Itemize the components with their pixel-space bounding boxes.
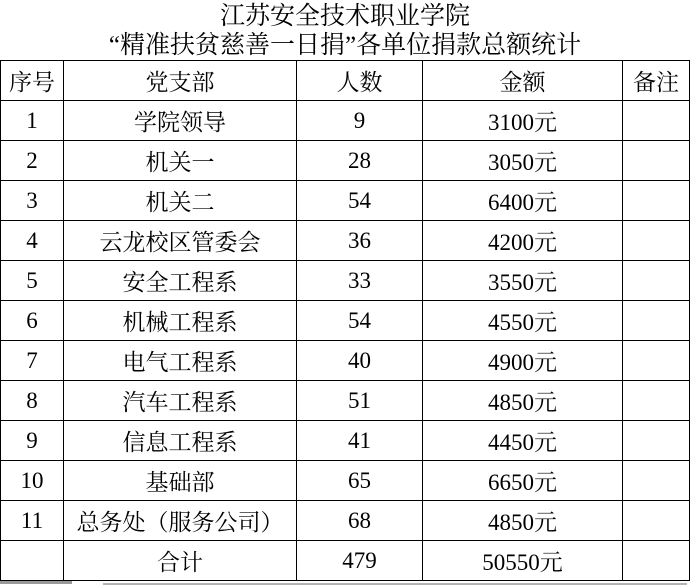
cell-count: 40	[297, 341, 423, 381]
table-row	[1, 501, 690, 541]
cell-count: 54	[297, 181, 423, 221]
cell-branch: 电气工程系	[64, 341, 297, 381]
table-header-row	[1, 61, 690, 101]
table-row	[1, 221, 690, 261]
cell-branch: 机关一	[64, 141, 297, 181]
cell-branch: 总务处（服务公司）	[64, 501, 297, 541]
total-note	[623, 541, 690, 581]
cell-branch: 基础部	[64, 461, 297, 501]
cell-no: 1	[1, 101, 64, 141]
header-branch: 党支部	[64, 61, 297, 101]
header-note: 备注	[623, 61, 690, 101]
total-no	[1, 541, 64, 581]
header-count: 人数	[297, 61, 423, 101]
cell-amount: 3100元	[423, 101, 623, 141]
table-row	[1, 341, 690, 381]
cell-note	[623, 381, 690, 421]
cutoff-next-row-border-right	[103, 583, 687, 585]
header-no: 序号	[1, 61, 64, 101]
document-title	[0, 0, 690, 60]
cell-branch: 机械工程系	[64, 301, 297, 341]
cell-branch: 机关二	[64, 181, 297, 221]
cell-amount: 4850元	[423, 381, 623, 421]
cell-no: 11	[1, 501, 64, 541]
cell-amount: 4550元	[423, 301, 623, 341]
cell-branch: 信息工程系	[64, 421, 297, 461]
title-line-2: “精准扶贫慈善一日捐”各单位捐款总额统计	[108, 32, 582, 59]
header-amount: 金额	[423, 61, 623, 101]
cell-note	[623, 461, 690, 501]
table-row	[1, 461, 690, 501]
cell-branch: 云龙校区管委会	[64, 221, 297, 261]
cell-count: 41	[297, 421, 423, 461]
cell-amount: 3050元	[423, 141, 623, 181]
total-amount: 50550元	[423, 541, 623, 581]
cell-note	[623, 261, 690, 301]
cell-note	[623, 301, 690, 341]
cell-count: 51	[297, 381, 423, 421]
cell-count: 54	[297, 301, 423, 341]
total-label: 合计	[64, 541, 297, 581]
table-row	[1, 301, 690, 341]
table-total-row	[1, 541, 690, 581]
cell-count: 33	[297, 261, 423, 301]
cell-note	[623, 221, 690, 261]
cell-no: 10	[1, 461, 64, 501]
cell-count: 28	[297, 141, 423, 181]
cell-amount: 4900元	[423, 341, 623, 381]
cell-amount: 3550元	[423, 261, 623, 301]
cell-note	[623, 421, 690, 461]
cell-no: 5	[1, 261, 64, 301]
cell-note	[623, 101, 690, 141]
table-row	[1, 381, 690, 421]
cell-amount: 6650元	[423, 461, 623, 501]
cell-count: 9	[297, 101, 423, 141]
cell-amount: 4850元	[423, 501, 623, 541]
total-count: 479	[297, 541, 423, 581]
table-row	[1, 181, 690, 221]
table-row	[1, 421, 690, 461]
table-row	[1, 101, 690, 141]
cell-no: 9	[1, 421, 64, 461]
cell-amount: 6400元	[423, 181, 623, 221]
cell-amount: 4200元	[423, 221, 623, 261]
cell-no: 3	[1, 181, 64, 221]
cutoff-next-row-border-left	[0, 581, 72, 584]
cell-note	[623, 181, 690, 221]
cell-count: 68	[297, 501, 423, 541]
cell-branch: 汽车工程系	[64, 381, 297, 421]
table-row	[1, 261, 690, 301]
cell-no: 8	[1, 381, 64, 421]
cell-no: 4	[1, 221, 64, 261]
cell-no: 6	[1, 301, 64, 341]
cell-note	[623, 341, 690, 381]
cell-no: 7	[1, 341, 64, 381]
table-row	[1, 141, 690, 181]
cell-branch: 安全工程系	[64, 261, 297, 301]
title-line-1: 江苏安全技术职业学院	[219, 3, 470, 30]
cell-branch: 学院领导	[64, 101, 297, 141]
cell-count: 36	[297, 221, 423, 261]
cell-no: 2	[1, 141, 64, 181]
cell-amount: 4450元	[423, 421, 623, 461]
cell-note	[623, 501, 690, 541]
cell-note	[623, 141, 690, 181]
cell-count: 65	[297, 461, 423, 501]
donation-stats-table	[0, 60, 690, 581]
